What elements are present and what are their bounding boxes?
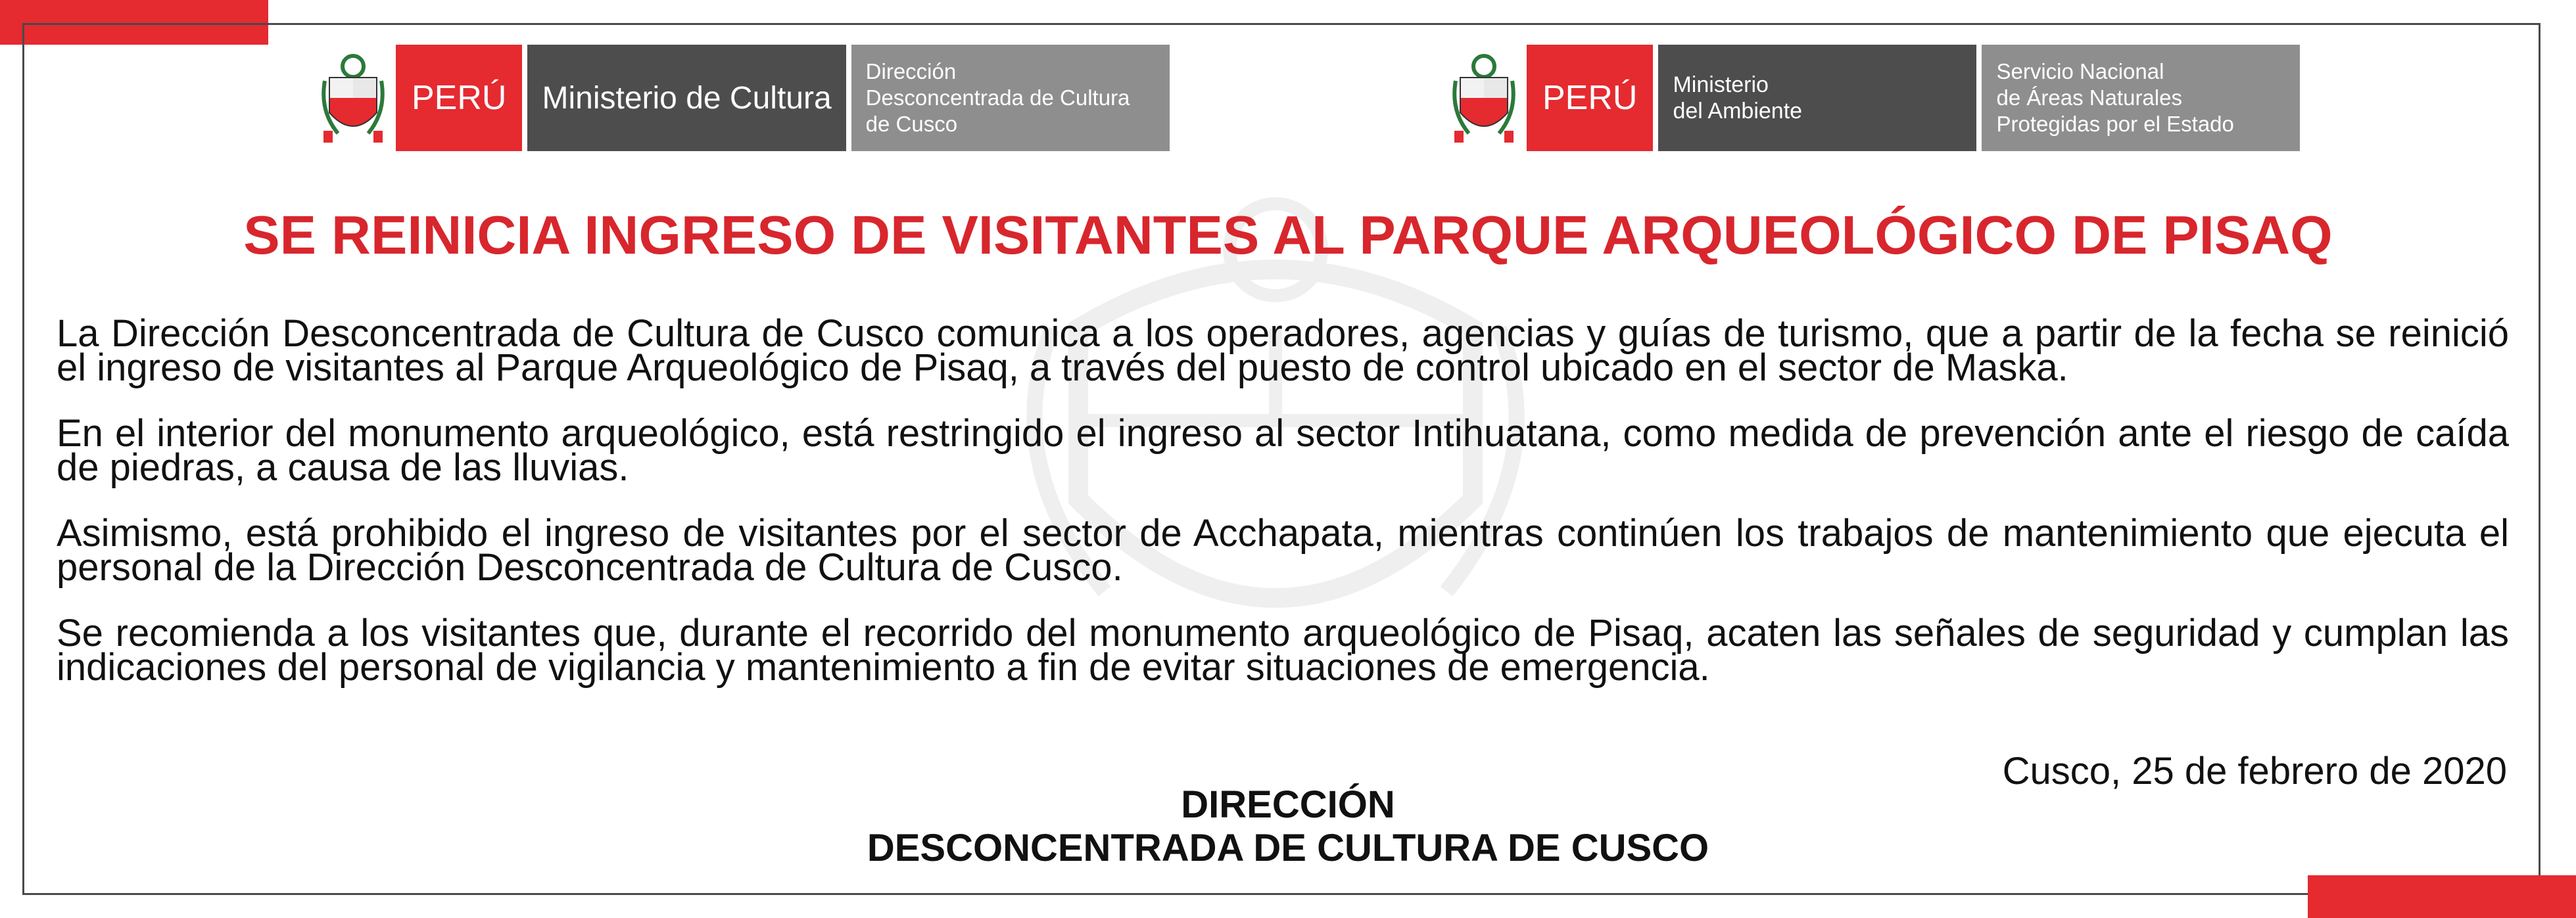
ministry-name-text: Ministerio de Cultura <box>542 80 832 116</box>
logo-cultura <box>314 45 1170 151</box>
paragraph: Asimismo, está prohibido el ingreso de visitantes por el sector de Acchapata, mientras continúen los trabajos de mantenimiento que ejecuta el personal de la Dirección Desconcentrada de Cultura de Cusco. <box>57 512 2509 589</box>
peru-coat-of-arms-icon <box>1445 45 1523 151</box>
office-name <box>1982 45 2300 151</box>
notice-title: SE REINICIA INGRESO DE VISITANTES AL PARQUE ARQUEOLÓGICO DE PISAQ <box>243 204 2333 265</box>
notice-body <box>57 312 2509 716</box>
paragraph: La Dirección Desconcentrada de Cultura de Cusco comunica a los operadores, agencias y guías de turismo, que a partir de la fecha se reinició el ingreso de visitantes al Parque Arqueológico de Pisaq, a través del puesto de control ubicado en el sector de Maska. <box>57 312 2509 389</box>
signature-line-1: DIRECCIÓN <box>1181 783 1395 826</box>
notice-date: Cusco, 25 de febrero de 2020 <box>2002 750 2507 792</box>
peru-label: PERÚ <box>396 45 522 151</box>
corner-accent-bottom-right <box>2308 875 2576 918</box>
office-name-text: Dirección Desconcentrada de Cultura de Cusco <box>865 59 1130 136</box>
office-name-text: Servicio Nacional de Áreas Naturales Protegidas por el Estado <box>1996 59 2234 136</box>
peru-coat-of-arms-icon <box>314 45 392 151</box>
paragraph: Se recomienda a los visitantes que, durante el recorrido del monumento arqueológico de Pisaq, acaten las señales de seguridad y cumplan las indicaciones del personal de vigilancia y mantenimiento a fin de evitar situaciones de emergencia. <box>57 612 2509 689</box>
ministry-name-text: Ministerio del Ambiente <box>1673 72 1803 124</box>
logo-ambiente <box>1445 45 2300 151</box>
ministry-name <box>527 45 846 151</box>
peru-label: PERÚ <box>1527 45 1653 151</box>
signature-line-2: DESCONCENTRADA DE CULTURA DE CUSCO <box>867 827 1709 869</box>
office-name <box>851 45 1170 151</box>
ministry-name <box>1658 45 1976 151</box>
signature-block <box>0 783 2576 870</box>
paragraph: En el interior del monumento arqueológico, está restringido el ingreso al sector Intihuatana, como medida de prevención ante el riesgo de caída de piedras, a causa de las lluvias. <box>57 412 2509 489</box>
